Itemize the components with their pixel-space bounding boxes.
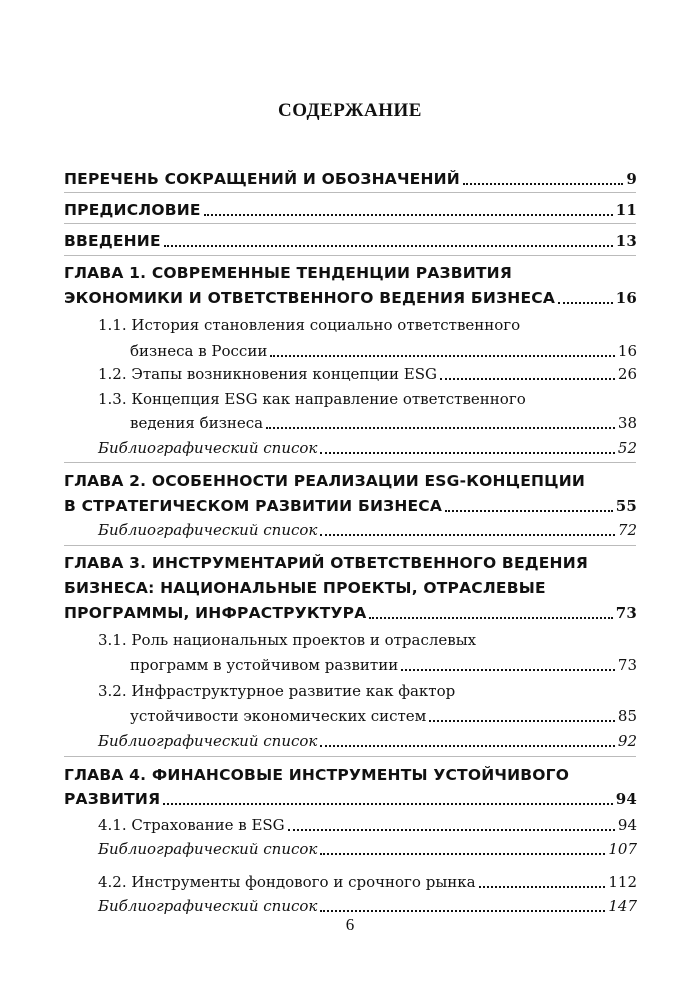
- toc-entry-label: ГЛАВА 4. ФИНАНСОВЫЕ ИНСТРУМЕНТЫ УСТОЙЧИВОГО: [64, 766, 570, 784]
- toc-entry-label: Библиографический список: [98, 521, 318, 539]
- toc-bibliography-ch1[interactable]: [98, 436, 637, 460]
- toc-entry-label: программ в устойчивом развитии: [130, 656, 399, 674]
- separator-line: [64, 223, 636, 224]
- toc-entry-label: Библиографический список: [98, 439, 318, 457]
- toc-entry-label: Библиографический список: [98, 840, 318, 858]
- toc-section-3-2-line1[interactable]: [98, 679, 637, 703]
- toc-bibliography-ch3[interactable]: [98, 729, 637, 753]
- dot-leader: [320, 534, 615, 536]
- toc-entry-label: ПРЕДИСЛОВИЕ: [64, 201, 201, 219]
- toc-section-3-1-line1[interactable]: [98, 628, 637, 652]
- toc-entry-label: 3.2. Инфраструктурное развитие как фактор: [98, 682, 456, 700]
- toc-page-number: 16: [615, 289, 637, 307]
- toc-entry-label: ГЛАВА 3. ИНСТРУМЕНТАРИЙ ОТВЕТСТВЕННОГО ВЕДЕНИЯ: [64, 554, 588, 572]
- toc-entry-label: 1.1. История становления социально ответственного: [98, 316, 521, 334]
- toc-entry-label: бизнеса в России: [130, 342, 268, 360]
- separator-line: [64, 462, 636, 463]
- separator-line: [64, 545, 636, 546]
- toc-entry-label: БИЗНЕСА: НАЦИОНАЛЬНЫЕ ПРОЕКТЫ, ОТРАСЛЕВЫЕ: [64, 579, 546, 597]
- dot-leader: [270, 355, 615, 357]
- toc-section-1-1-line1[interactable]: [98, 313, 637, 337]
- toc-page-number: 52: [617, 439, 637, 457]
- toc-page-number: 38: [617, 414, 637, 432]
- toc-chapter-4-title-line1[interactable]: [64, 763, 637, 787]
- toc-bibliography-ch4-1[interactable]: [98, 837, 637, 861]
- toc-chapter-1-title-line2[interactable]: [64, 286, 637, 310]
- dot-leader: [429, 720, 615, 722]
- toc-entry-label: 4.1. Страхование в ESG: [98, 816, 285, 834]
- page-title: СОДЕРЖАНИЕ: [278, 100, 422, 121]
- toc-section-4-2[interactable]: [98, 870, 637, 894]
- toc-bibliography-ch2[interactable]: [98, 518, 637, 542]
- toc-entry-label: 1.2. Этапы возникновения концепции ESG: [98, 365, 437, 383]
- dot-leader: [266, 427, 615, 429]
- toc-entry-label: Библиографический список: [98, 897, 318, 915]
- toc-page-number: 107: [608, 840, 637, 858]
- toc-page-number: 55: [615, 497, 637, 515]
- toc-page-number: 85: [617, 707, 637, 725]
- toc-chapter-3-title-line2[interactable]: [64, 576, 637, 600]
- dot-leader: [401, 669, 615, 671]
- dot-leader: [320, 745, 615, 747]
- dot-leader: [163, 803, 612, 805]
- toc-entry-label: РАЗВИТИЯ: [64, 790, 161, 808]
- toc-section-1-2[interactable]: [98, 362, 637, 386]
- dot-leader: [204, 214, 613, 216]
- separator-line: [64, 756, 636, 757]
- toc-page-number: 92: [617, 732, 637, 750]
- toc-page-number: 94: [617, 816, 637, 834]
- toc-page-number: 26: [617, 365, 637, 383]
- toc-entry-label: ПРОГРАММЫ, ИНФРАСТРУКТУРА: [64, 604, 367, 622]
- dot-leader: [479, 886, 606, 888]
- toc-chapter-2-title-line1[interactable]: [64, 469, 637, 493]
- toc-entry-label: 1.3. Концепция ESG как направление ответственного: [98, 390, 526, 408]
- toc-page-number: 147: [608, 897, 637, 915]
- toc-entry-label: устойчивости экономических систем: [130, 707, 427, 725]
- dot-leader: [320, 910, 605, 912]
- toc-entry-abbreviations[interactable]: [64, 167, 637, 191]
- dot-leader: [320, 853, 605, 855]
- toc-entry-label: ВВЕДЕНИЕ: [64, 232, 161, 250]
- toc-entry-label: Библиографический список: [98, 732, 318, 750]
- dot-leader: [445, 510, 613, 512]
- toc-entry-label: ПЕРЕЧЕНЬ СОКРАЩЕНИЙ И ОБОЗНАЧЕНИЙ: [64, 170, 460, 188]
- toc-entry-introduction[interactable]: [64, 229, 637, 253]
- toc-entry-label: В СТРАТЕГИЧЕСКОМ РАЗВИТИИ БИЗНЕСА: [64, 497, 443, 515]
- toc-entry-label: ГЛАВА 1. СОВРЕМЕННЫЕ ТЕНДЕНЦИИ РАЗВИТИЯ: [64, 264, 512, 282]
- dot-leader: [164, 245, 613, 247]
- separator-line: [64, 192, 636, 193]
- toc-entry-label: 4.2. Инструменты фондового и срочного рынка: [98, 873, 476, 891]
- toc-section-1-3-line1[interactable]: [98, 387, 637, 411]
- toc-page-number: 94: [615, 790, 637, 808]
- dot-leader: [369, 617, 612, 619]
- dot-leader: [463, 183, 623, 185]
- toc-chapter-1-title-line1[interactable]: [64, 261, 637, 285]
- dot-leader: [320, 452, 615, 454]
- toc-section-1-3-line2[interactable]: [130, 411, 637, 435]
- dot-leader: [288, 829, 615, 831]
- toc-entry-preface[interactable]: [64, 198, 637, 222]
- toc-page-number: 112: [608, 873, 637, 891]
- page-number: 6: [345, 915, 355, 934]
- toc-page-number: 13: [615, 232, 637, 250]
- dot-leader: [440, 378, 615, 380]
- toc-entry-label: ГЛАВА 2. ОСОБЕННОСТИ РЕАЛИЗАЦИИ ESG-КОНЦЕПЦИИ: [64, 472, 586, 490]
- toc-chapter-3-title-line1[interactable]: [64, 551, 637, 575]
- toc-chapter-2-title-line2[interactable]: [64, 494, 637, 518]
- toc-section-3-1-line2[interactable]: [130, 653, 637, 677]
- toc-page-number: 73: [615, 604, 637, 622]
- toc-page-number: 73: [617, 656, 637, 674]
- dot-leader: [558, 302, 613, 304]
- toc-section-1-1-line2[interactable]: [130, 339, 637, 363]
- toc-section-3-2-line2[interactable]: [130, 704, 637, 728]
- toc-page-number: 11: [615, 201, 637, 219]
- toc-page-number: 16: [617, 342, 637, 360]
- toc-section-4-1[interactable]: [98, 813, 637, 837]
- toc-chapter-4-title-line2[interactable]: [64, 787, 637, 811]
- toc-page-number: 72: [617, 521, 637, 539]
- toc-entry-label: ведения бизнеса: [130, 414, 264, 432]
- toc-page-number: 9: [626, 170, 637, 188]
- separator-line: [64, 255, 636, 256]
- toc-entry-label: 3.1. Роль национальных проектов и отраслевых: [98, 631, 477, 649]
- toc-chapter-3-title-line3[interactable]: [64, 601, 637, 625]
- toc-entry-label: ЭКОНОМИКИ И ОТВЕТСТВЕННОГО ВЕДЕНИЯ БИЗНЕСА: [64, 289, 556, 307]
